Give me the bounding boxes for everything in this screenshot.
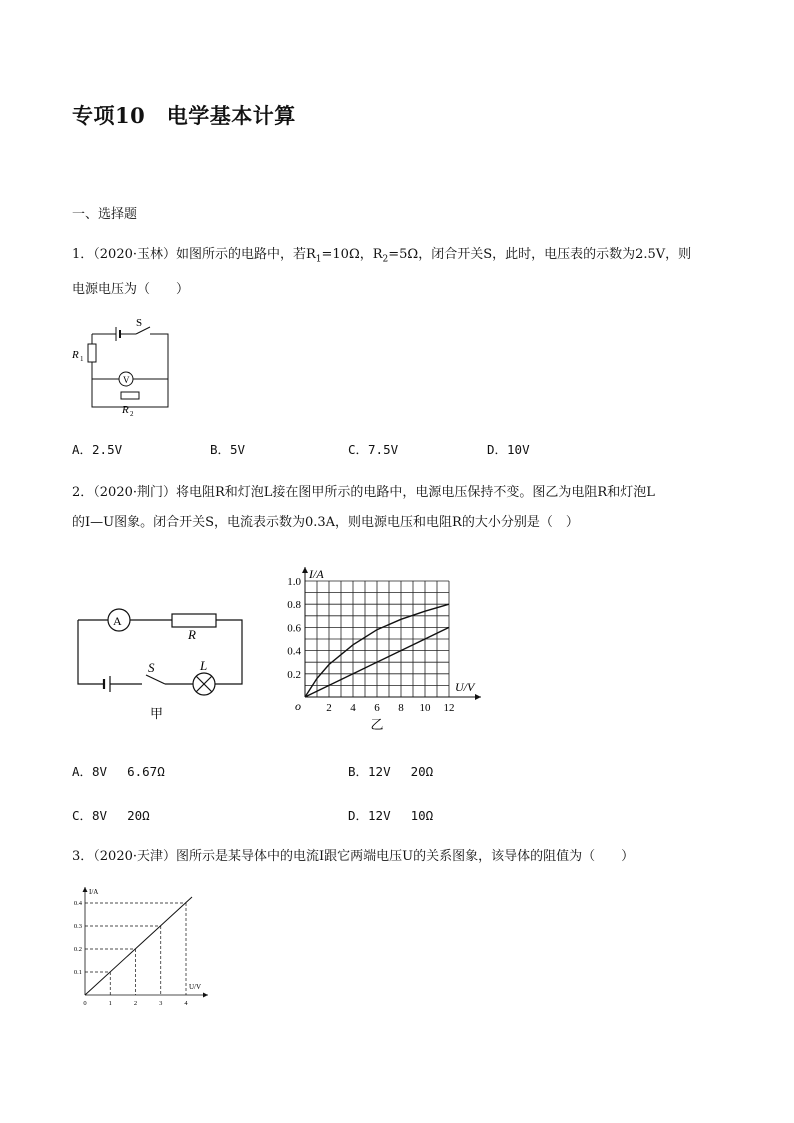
q1-option-a[interactable]: A．2.5V xyxy=(72,442,123,457)
y-tick-label: 0.3 xyxy=(73,923,82,930)
y-tick-label: 1.0 xyxy=(287,576,301,588)
x-axis-label: U/V xyxy=(455,680,475,694)
x-tick-label: 4 xyxy=(350,702,356,714)
q1-r1-label: R xyxy=(72,349,79,361)
q1-r1-sub: 1 xyxy=(315,254,322,265)
origin-label: o xyxy=(295,699,301,713)
y-tick-label: 0.4 xyxy=(287,645,301,658)
q2-wire-right xyxy=(215,620,242,684)
q1-mid1: =10Ω，R xyxy=(321,247,383,262)
q2-lamp-label: L xyxy=(200,658,208,673)
y-tick-label: 0.2 xyxy=(287,668,301,681)
q2-switch-blade xyxy=(146,675,165,684)
x-tick-label: 0 xyxy=(83,1000,87,1007)
x-axis-label: U/V xyxy=(189,983,202,991)
x-axis-arrow xyxy=(475,694,481,700)
q1-r1-label-sub: 1 xyxy=(80,355,84,363)
x-tick-label: 4 xyxy=(184,1000,188,1007)
q2-ammeter-label: A xyxy=(113,614,122,628)
y-tick-label: 0.6 xyxy=(287,622,301,635)
q1-r2-sub: 2 xyxy=(382,254,389,265)
x-tick-label: 10 xyxy=(419,702,431,714)
q2-iu-chart xyxy=(280,555,490,745)
q3-line1: 3．（2020·天津）图所示是某导体中的电流I跟它两端电压U的关系图象，该导体的阻值为（ ） xyxy=(72,849,635,864)
chart-caption: 乙 xyxy=(370,717,384,732)
q1-option-d[interactable]: D．10V xyxy=(487,442,530,457)
q2-line1: 2．（2020·荆门）将电阻R和灯泡L接在图甲所示的电路中，电源电压保持不变。图乙为电阻R和灯泡L xyxy=(72,485,655,500)
x-tick-label: 3 xyxy=(159,1000,163,1007)
q2-circuit-diagram xyxy=(70,600,255,725)
q2-option-a[interactable]: A．8V 6.67Ω xyxy=(72,764,165,779)
q2-resistor-r xyxy=(172,614,216,627)
q1-r2-label: R xyxy=(122,404,129,416)
q2-option-c[interactable]: C．8V 20Ω xyxy=(72,808,150,823)
q2-option-b[interactable]: B．12V 20Ω xyxy=(348,764,434,779)
q2-switch-label: S xyxy=(148,660,155,675)
q1-option-b[interactable]: B．5V xyxy=(210,442,246,457)
y-axis-label: I/A xyxy=(89,888,99,896)
question-3-text xyxy=(72,842,752,872)
q1-r2-label-sub: 2 xyxy=(130,410,134,418)
x-tick-label: 8 xyxy=(398,702,404,714)
q1-resistor-r1 xyxy=(88,344,96,362)
y-tick-label: 0.8 xyxy=(287,599,301,612)
question-2-text xyxy=(72,478,752,538)
y-axis-arrow xyxy=(83,887,88,892)
q1-option-c[interactable]: C．7.5V xyxy=(348,442,399,457)
question-1-text xyxy=(72,240,732,305)
section-heading: 一、选择题 xyxy=(72,207,138,222)
q1-resistor-r2 xyxy=(121,392,139,399)
x-axis-arrow xyxy=(203,993,208,998)
y-tick-label: 0.4 xyxy=(73,900,82,907)
q2-wire-left xyxy=(78,620,104,684)
q1-circuit-diagram xyxy=(68,312,178,422)
q2-option-d[interactable]: D．12V 10Ω xyxy=(348,808,434,823)
x-tick-label: 2 xyxy=(326,702,332,714)
q2-circuit-caption: 甲 xyxy=(150,706,164,721)
x-tick-label: 2 xyxy=(133,1000,138,1007)
page-title: 专项10 电学基本计算 xyxy=(72,103,296,128)
q1-prefix: 1．（2020·玉林）如图所示的电路中，若R xyxy=(72,247,316,262)
q2-line2: 的I—U图象。闭合开关S，电流表示数为0.3A，则电源电压和电阻R的大小分别是（ ） xyxy=(72,515,579,530)
x-tick-label: 6 xyxy=(374,702,380,714)
x-tick-label: 12 xyxy=(443,702,455,714)
series-conductor-line xyxy=(85,897,192,995)
y-tick-label: 0.2 xyxy=(73,946,82,953)
q3-iu-chart xyxy=(68,882,218,1007)
q2-resistor-label: R xyxy=(188,627,196,642)
q1-switch-label: S xyxy=(136,317,143,329)
q1-mid2: =5Ω，闭合开关S，此时，电压表的示数为2.5V，则 xyxy=(388,247,692,262)
y-axis-label: I/A xyxy=(309,567,324,581)
y-tick-label: 0.1 xyxy=(73,969,82,976)
x-tick-label: 1 xyxy=(108,1000,112,1007)
y-axis-arrow xyxy=(302,567,308,573)
q1-line2: 电源电压为（ ） xyxy=(72,281,190,297)
q1-voltmeter-label: V xyxy=(123,375,130,385)
